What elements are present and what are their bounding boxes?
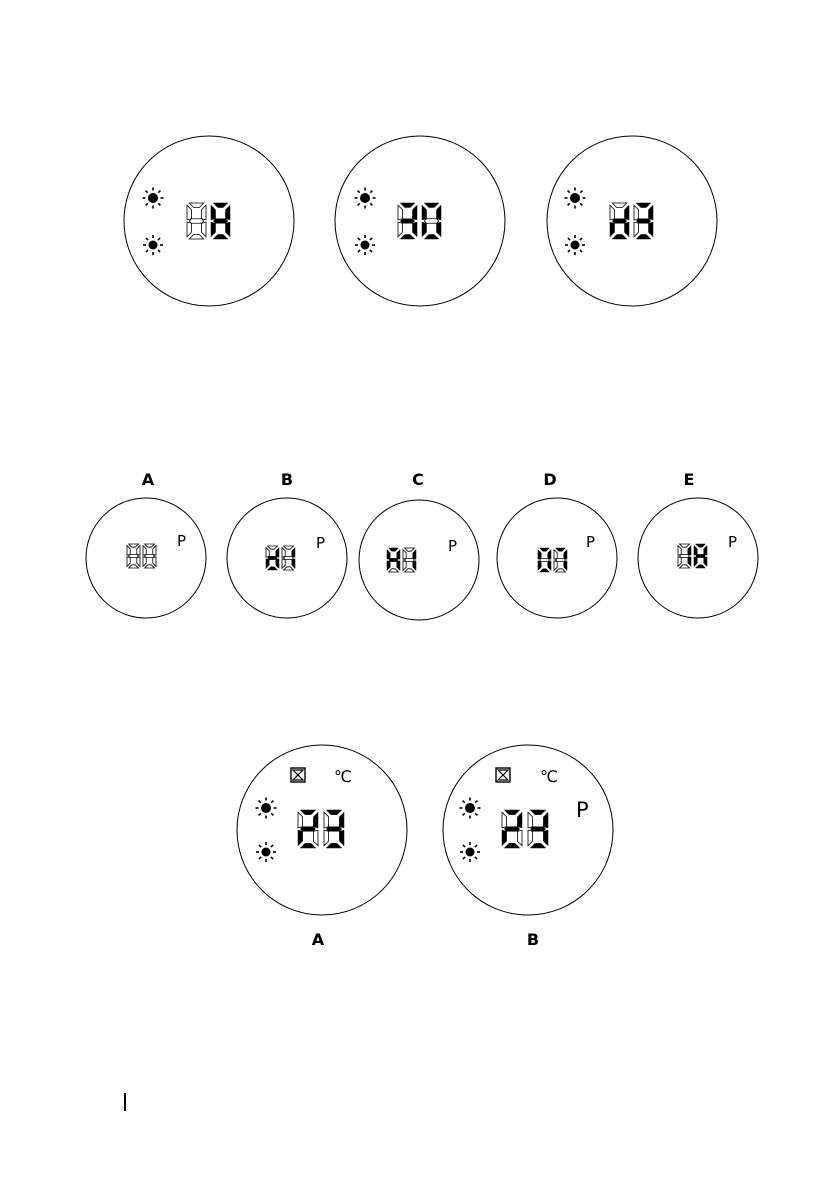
celsius-unit: ℃ (334, 767, 352, 786)
segment-g (530, 827, 545, 832)
digit-2 (282, 546, 295, 570)
digit-2 (143, 544, 156, 568)
segment-g (400, 219, 415, 224)
dial-fig3-a-svg (236, 744, 408, 916)
dial-fig1-2-svg (334, 135, 506, 307)
label-fig2-b: B (280, 470, 294, 489)
sun-icon (143, 235, 163, 255)
dial-fig2-a-svg (85, 497, 207, 619)
segment-g (284, 556, 294, 559)
p-indicator: P (177, 532, 187, 550)
hourglass-icon (291, 768, 305, 782)
segment-g (268, 556, 278, 559)
segment-g (636, 219, 651, 224)
segment-g (405, 558, 415, 561)
p-indicator: P (448, 537, 458, 555)
label-fig2-c: C (412, 470, 424, 489)
digit-1 (127, 544, 140, 568)
dial-fig3-b-svg (442, 744, 614, 916)
sun-icon (256, 842, 276, 862)
digit-2 (403, 548, 416, 572)
segment-g (129, 554, 139, 557)
segment-g (213, 219, 228, 224)
segment-g (504, 827, 519, 832)
dial-fig2-b (226, 497, 348, 619)
label-fig3-b: B (526, 930, 540, 949)
dial-fig2-b-svg (226, 497, 348, 619)
segment-g (145, 554, 155, 557)
dial-fig1-2 (334, 135, 506, 307)
segment-g (556, 558, 566, 561)
celsius-unit: ℃ (540, 767, 558, 786)
dial-fig3-b (442, 744, 614, 916)
segment-g (389, 558, 399, 561)
segment-g (540, 558, 550, 561)
sun-icon (355, 235, 375, 255)
segment-g (326, 827, 341, 832)
dial-fig2-c-svg (358, 499, 480, 621)
dial-fig2-d-svg (496, 497, 618, 619)
p-indicator: P (316, 534, 326, 552)
segment-g (300, 827, 315, 832)
dial-fig2-c (358, 499, 480, 621)
margin-bar (124, 1093, 126, 1111)
p-indicator: P (576, 798, 589, 822)
segment-g (424, 219, 439, 224)
dial-fig2-d (496, 497, 618, 619)
dial-fig2-e-svg (637, 497, 759, 619)
segment-g (612, 219, 627, 224)
segment-g (680, 554, 690, 557)
dial-fig1-1 (123, 135, 295, 307)
dial-fig2-a (85, 497, 207, 619)
dial-fig2-e (637, 497, 759, 619)
label-fig2-a: A (141, 470, 155, 489)
dial-fig3-a (236, 744, 408, 916)
p-indicator: P (586, 533, 596, 551)
label-fig2-d: D (543, 470, 557, 489)
digit-1 (678, 544, 691, 568)
dial-fig1-3-svg (546, 135, 718, 307)
sun-icon (460, 842, 480, 862)
dial-fig1-3 (546, 135, 718, 307)
dial-fig1-1-svg (123, 135, 295, 307)
sun-icon (565, 235, 585, 255)
segment-g (189, 219, 204, 224)
p-indicator: P (728, 533, 738, 551)
label-fig3-a: A (311, 930, 325, 949)
label-fig2-e: E (683, 470, 695, 489)
hourglass-icon (496, 768, 510, 782)
segment-g (696, 554, 706, 557)
